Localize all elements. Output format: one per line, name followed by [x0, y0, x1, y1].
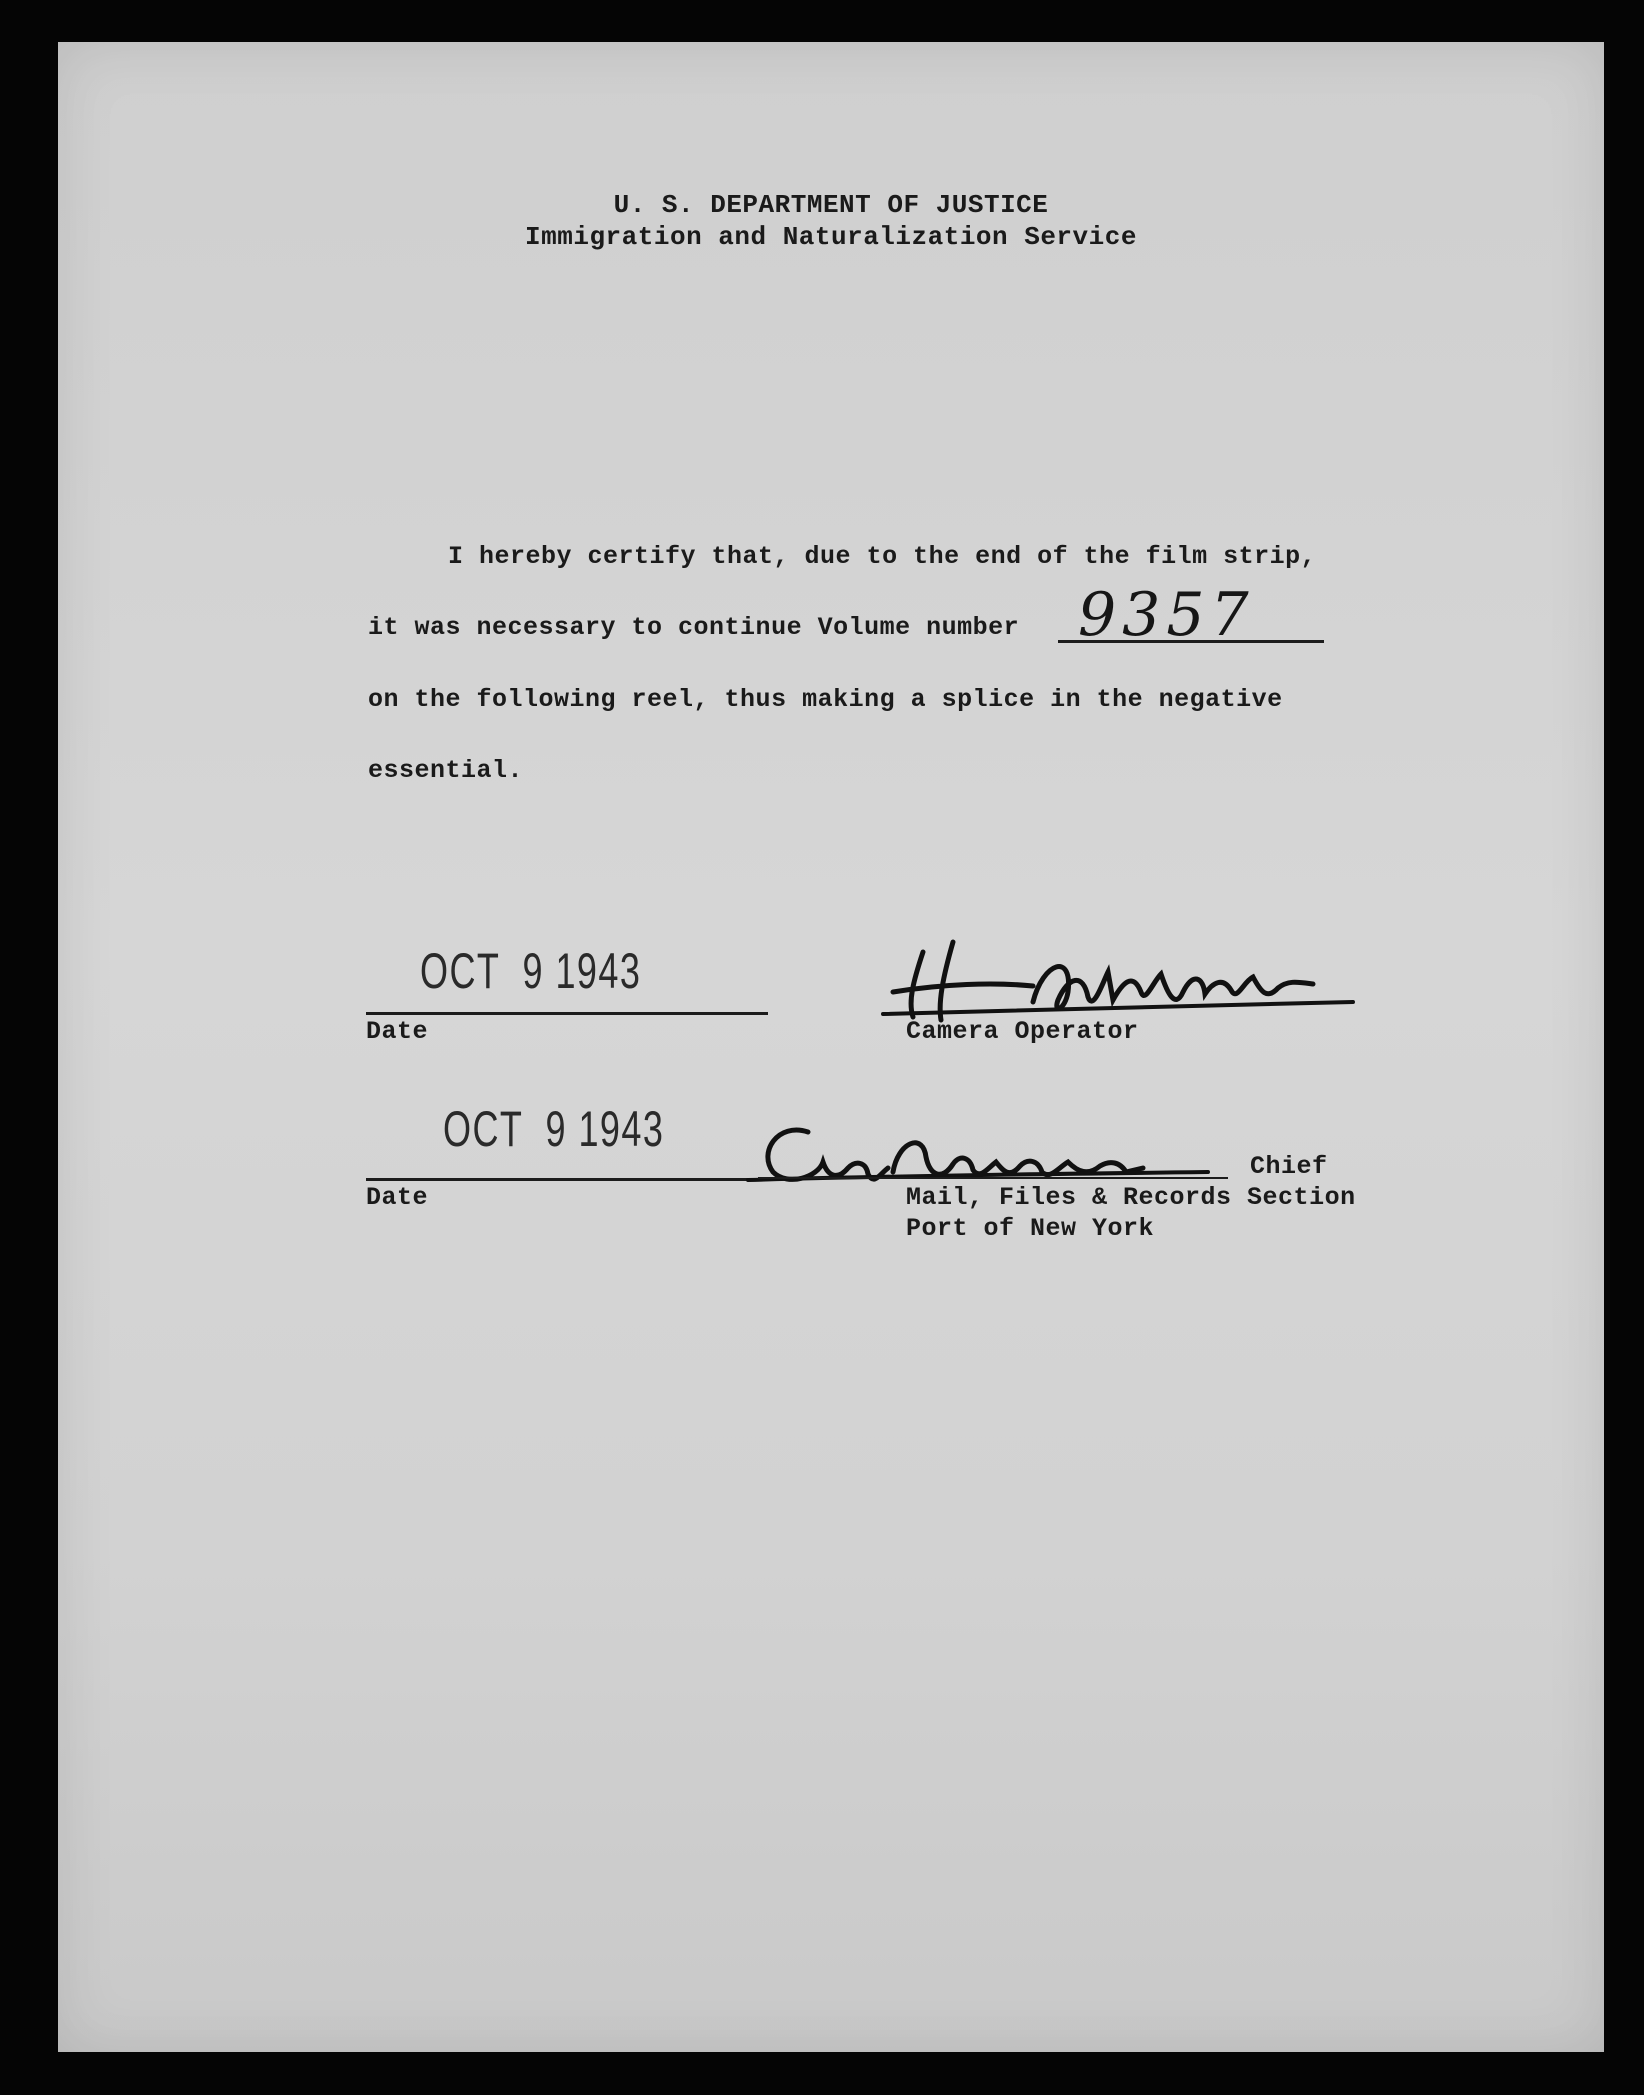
- certificate-line-3: on the following reel, thus making a splice in the negative: [368, 685, 1283, 714]
- operator-date-stamp: OCT 9 1943: [420, 943, 642, 999]
- document-page: [58, 42, 1604, 2052]
- chief-title-label: Chief: [1250, 1152, 1328, 1181]
- chief-date-rule: [366, 1178, 768, 1181]
- chief-signature-rule: [758, 1177, 1228, 1179]
- chief-port-label: Port of New York: [906, 1214, 1155, 1243]
- service-heading: Immigration and Naturalization Service: [525, 222, 1137, 252]
- operator-date-label: Date: [366, 1017, 429, 1046]
- chief-date-label: Date: [366, 1183, 429, 1212]
- certificate-line-2: it was necessary to continue Volume number: [368, 613, 1020, 642]
- operator-date-rule: [366, 1012, 768, 1015]
- camera-operator-label: Camera Operator: [906, 1017, 1139, 1046]
- volume-number-handwritten: 9357: [1078, 580, 1255, 650]
- camera-operator-signature: [883, 922, 1363, 1032]
- certificate-line-1: I hereby certify that, due to the end of the film strip,: [448, 542, 1317, 571]
- certificate-line-4: essential.: [368, 756, 524, 785]
- chief-section-label: Mail, Files & Records Section: [906, 1183, 1356, 1212]
- chief-date-stamp: OCT 9 1943: [443, 1101, 665, 1157]
- department-heading: U. S. DEPARTMENT OF JUSTICE: [613, 190, 1049, 220]
